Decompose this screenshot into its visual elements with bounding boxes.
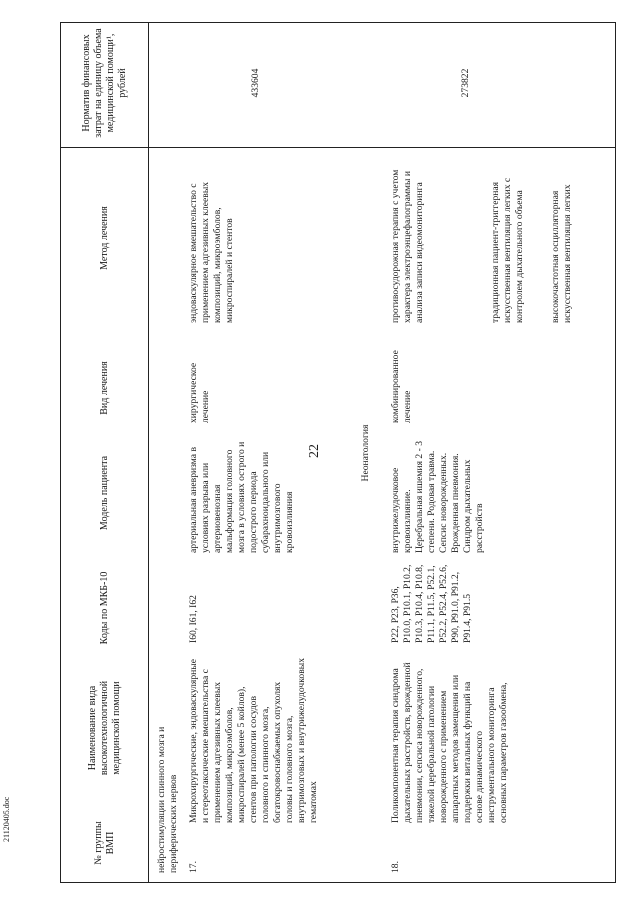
row18-num: 18. <box>390 861 401 873</box>
row17-norm: 433604 <box>250 68 261 98</box>
row17-type: хирургическое лечение <box>188 362 211 423</box>
row17-codes: I60, I61, I62 <box>188 595 199 643</box>
row18-codes: P22, P23, P36, P10.0, P10.1, P10.2, P10.3, P10.4, P10.8, P11.1, P11.5, P52.1, P52.2, P52.4, P52.6, P90, P91.0, P91.2, P91.4, P91.5 <box>390 564 473 643</box>
row17-name: Микрохирургические, эндоваскулярные и стереотаксические вмешательства с применением адгезивных клеевых композиций, микроэмболов, микроспиралей (менее 5 койлов), стентов при патологии сосудов головного и спинного мозга, богатокровоснабжаемых опухолях головы и головного мозга, внутримозговых и внутрижелудочковых гематомах <box>188 658 319 823</box>
row18-type: комбинированное лечение <box>390 350 413 423</box>
row17-num: 17. <box>188 861 199 873</box>
row18-model: внутрижелудочковое кровоизлияние. Церебральная ишемия 2 - 3 степени. Родовая травма. Сепсис новорожденных. Врожденная пневмония. Синдром дыхательных расстройств <box>390 440 485 553</box>
row18-method-3: высокочастотная осцилляторная искусственная вентиляция легких <box>550 184 573 323</box>
header-type: Вид лечения <box>99 361 110 415</box>
header-method: Метод лечения <box>99 206 110 270</box>
header-model: Модель пациента <box>99 455 110 531</box>
rotated-table <box>60 23 616 883</box>
header-num: № группы ВМП <box>93 821 116 865</box>
row18-name: Поликомпонентная терапия синдрома дыхательных расстройств, врожденной пневмонии, сепсиса новорожденного, тяжелой церебральной патологии новорожденного с применением аппаратных методов замещения или поддержки витальных функций на основе динамического инструментального мониторинга основных параметров газообмена, <box>390 662 509 823</box>
header-codes: Коды по МКБ-10 <box>99 571 110 645</box>
row17-model: артериальная аневризма в условиях разрыва или артериовенозная мальформация головного мозга в условиях острого и подострого периода субарахноидального или внутримозгового кровоизлияния <box>188 441 295 553</box>
section-title: Неонатология <box>360 424 371 482</box>
row18-norm: 273822 <box>460 68 471 98</box>
row17-method: эндоваскулярное вмешательство с применением адгезивных клеевых композиций, микроэмболов, микроспиралей и стентов <box>188 181 235 323</box>
page-number: 22 <box>307 444 322 458</box>
header-name: Наименование вида высокотехнологичной медицинской помощи <box>87 680 122 776</box>
continuation-text: нейростимуляции спинного мозга и периферических нервов <box>156 726 179 873</box>
row18-method-1: противосудорожная терапия с учетом характера электроэнцефалограммы и анализа записи видеомониторинга <box>390 169 425 323</box>
row18-method-2: традиционная пациент-триггерная искусственная вентиляция легких с контролем дыхательного объема <box>490 177 525 323</box>
header-norm: Норматив финансовых затрат на единицу объема медицинской помощи¹, рублей <box>81 28 128 138</box>
footer-filename: 21120405.doc <box>2 796 11 842</box>
